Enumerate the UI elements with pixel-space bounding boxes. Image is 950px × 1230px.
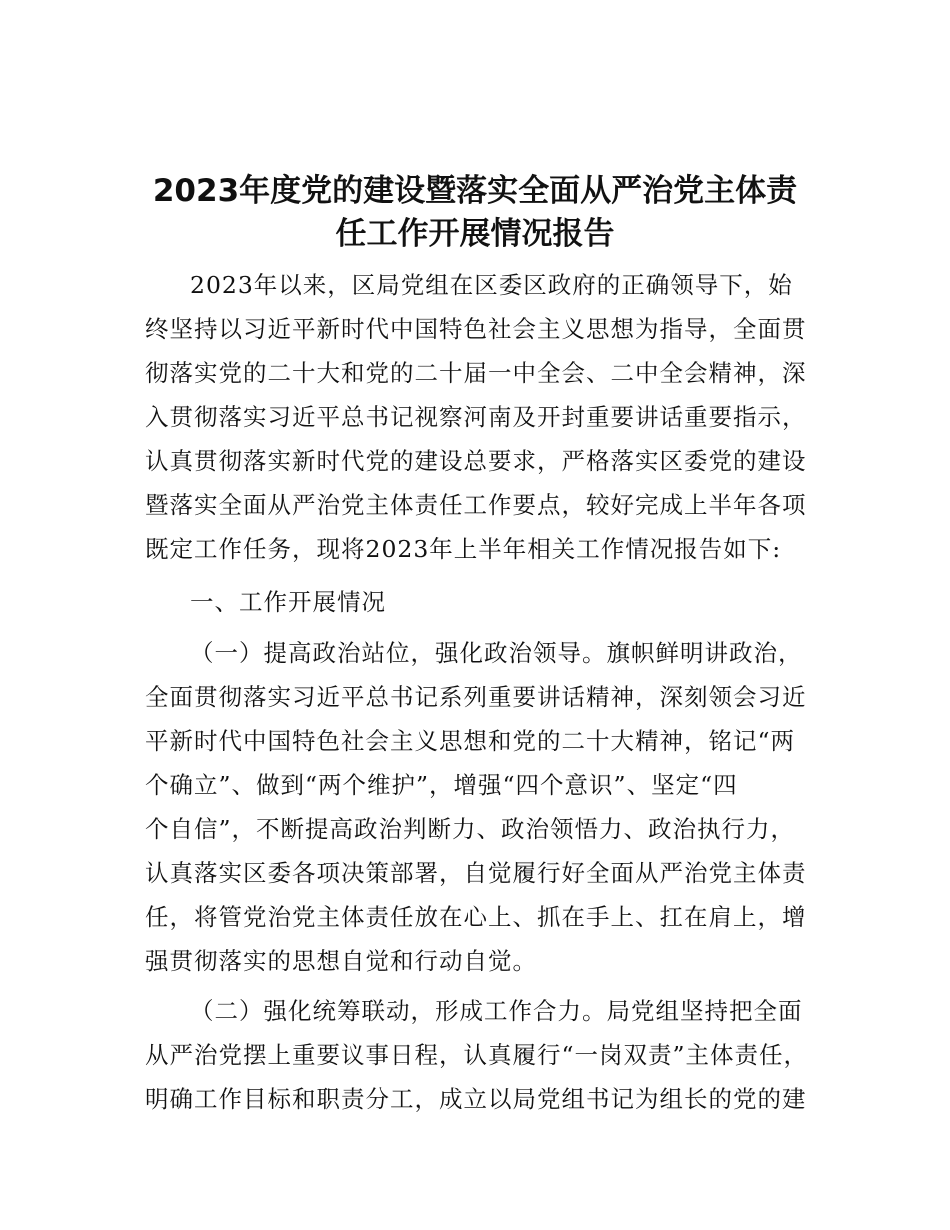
text-line: 暨落实全面从严治党主体责任工作要点，较好完成上半年各项	[145, 491, 807, 519]
intro-paragraph	[145, 263, 835, 571]
document-title-line-2: 任工作开展情况报告	[335, 216, 615, 252]
text-line: 既定工作任务，现将2023年上半年相关工作情况报告如下:	[145, 535, 782, 563]
text-line: 个确立”、做到“两个维护”，增强“四个意识”、坚定“四	[145, 771, 738, 799]
text-line: 终坚持以习近平新时代中国特色社会主义思想为指导，全面贯	[145, 315, 807, 343]
text-line: 平新时代中国特色社会主义思想和党的二十大精神，铭记“两	[145, 727, 796, 755]
section-1-paragraph	[145, 631, 835, 983]
text-line: 个自信”，不断提高政治判断力、政治领悟力、政治执行力，	[145, 815, 796, 843]
text-line: 任，将管党治党主体责任放在心上、抓在手上、扛在肩上，增	[145, 903, 807, 931]
text-line: 2023年以来，区局党组在区委区政府的正确领导下，始	[190, 271, 793, 299]
document-title-line-1: 2023年度党的建设暨落实全面从严治党主体责	[152, 173, 798, 209]
section-heading-text: 一、工作开展情况	[190, 588, 386, 616]
text-line: 全面贯彻落实习近平总书记系列重要讲话精神，深刻领会习近	[145, 683, 807, 711]
text-line: 彻落实党的二十大和党的二十届一中全会、二中全会精神，深	[145, 359, 807, 387]
text-line: 强贯彻落实的思想自觉和行动自觉。	[145, 947, 537, 975]
text-line: 明确工作目标和职责分工，成立以局党组书记为组长的党的建	[145, 1085, 807, 1113]
text-line: （二）强化统筹联动，形成工作合力。局党组坚持把全面	[190, 997, 803, 1025]
text-line: 认真贯彻落实新时代党的建设总要求，严格落实区委党的建设	[145, 447, 807, 475]
text-line: 从严治党摆上重要议事日程，认真履行“一岗双责”主体责任，	[145, 1041, 809, 1069]
text-line: 入贯彻落实习近平总书记视察河南及开封重要讲话重要指示，	[145, 403, 807, 431]
section-heading	[145, 580, 835, 624]
text-line: 认真落实区委各项决策部署，自觉履行好全面从严治党主体责	[145, 859, 807, 887]
text-line: （一）提高政治站位，强化政治领导。旗帜鲜明讲政治，	[190, 639, 803, 667]
section-2-paragraph	[145, 989, 835, 1121]
